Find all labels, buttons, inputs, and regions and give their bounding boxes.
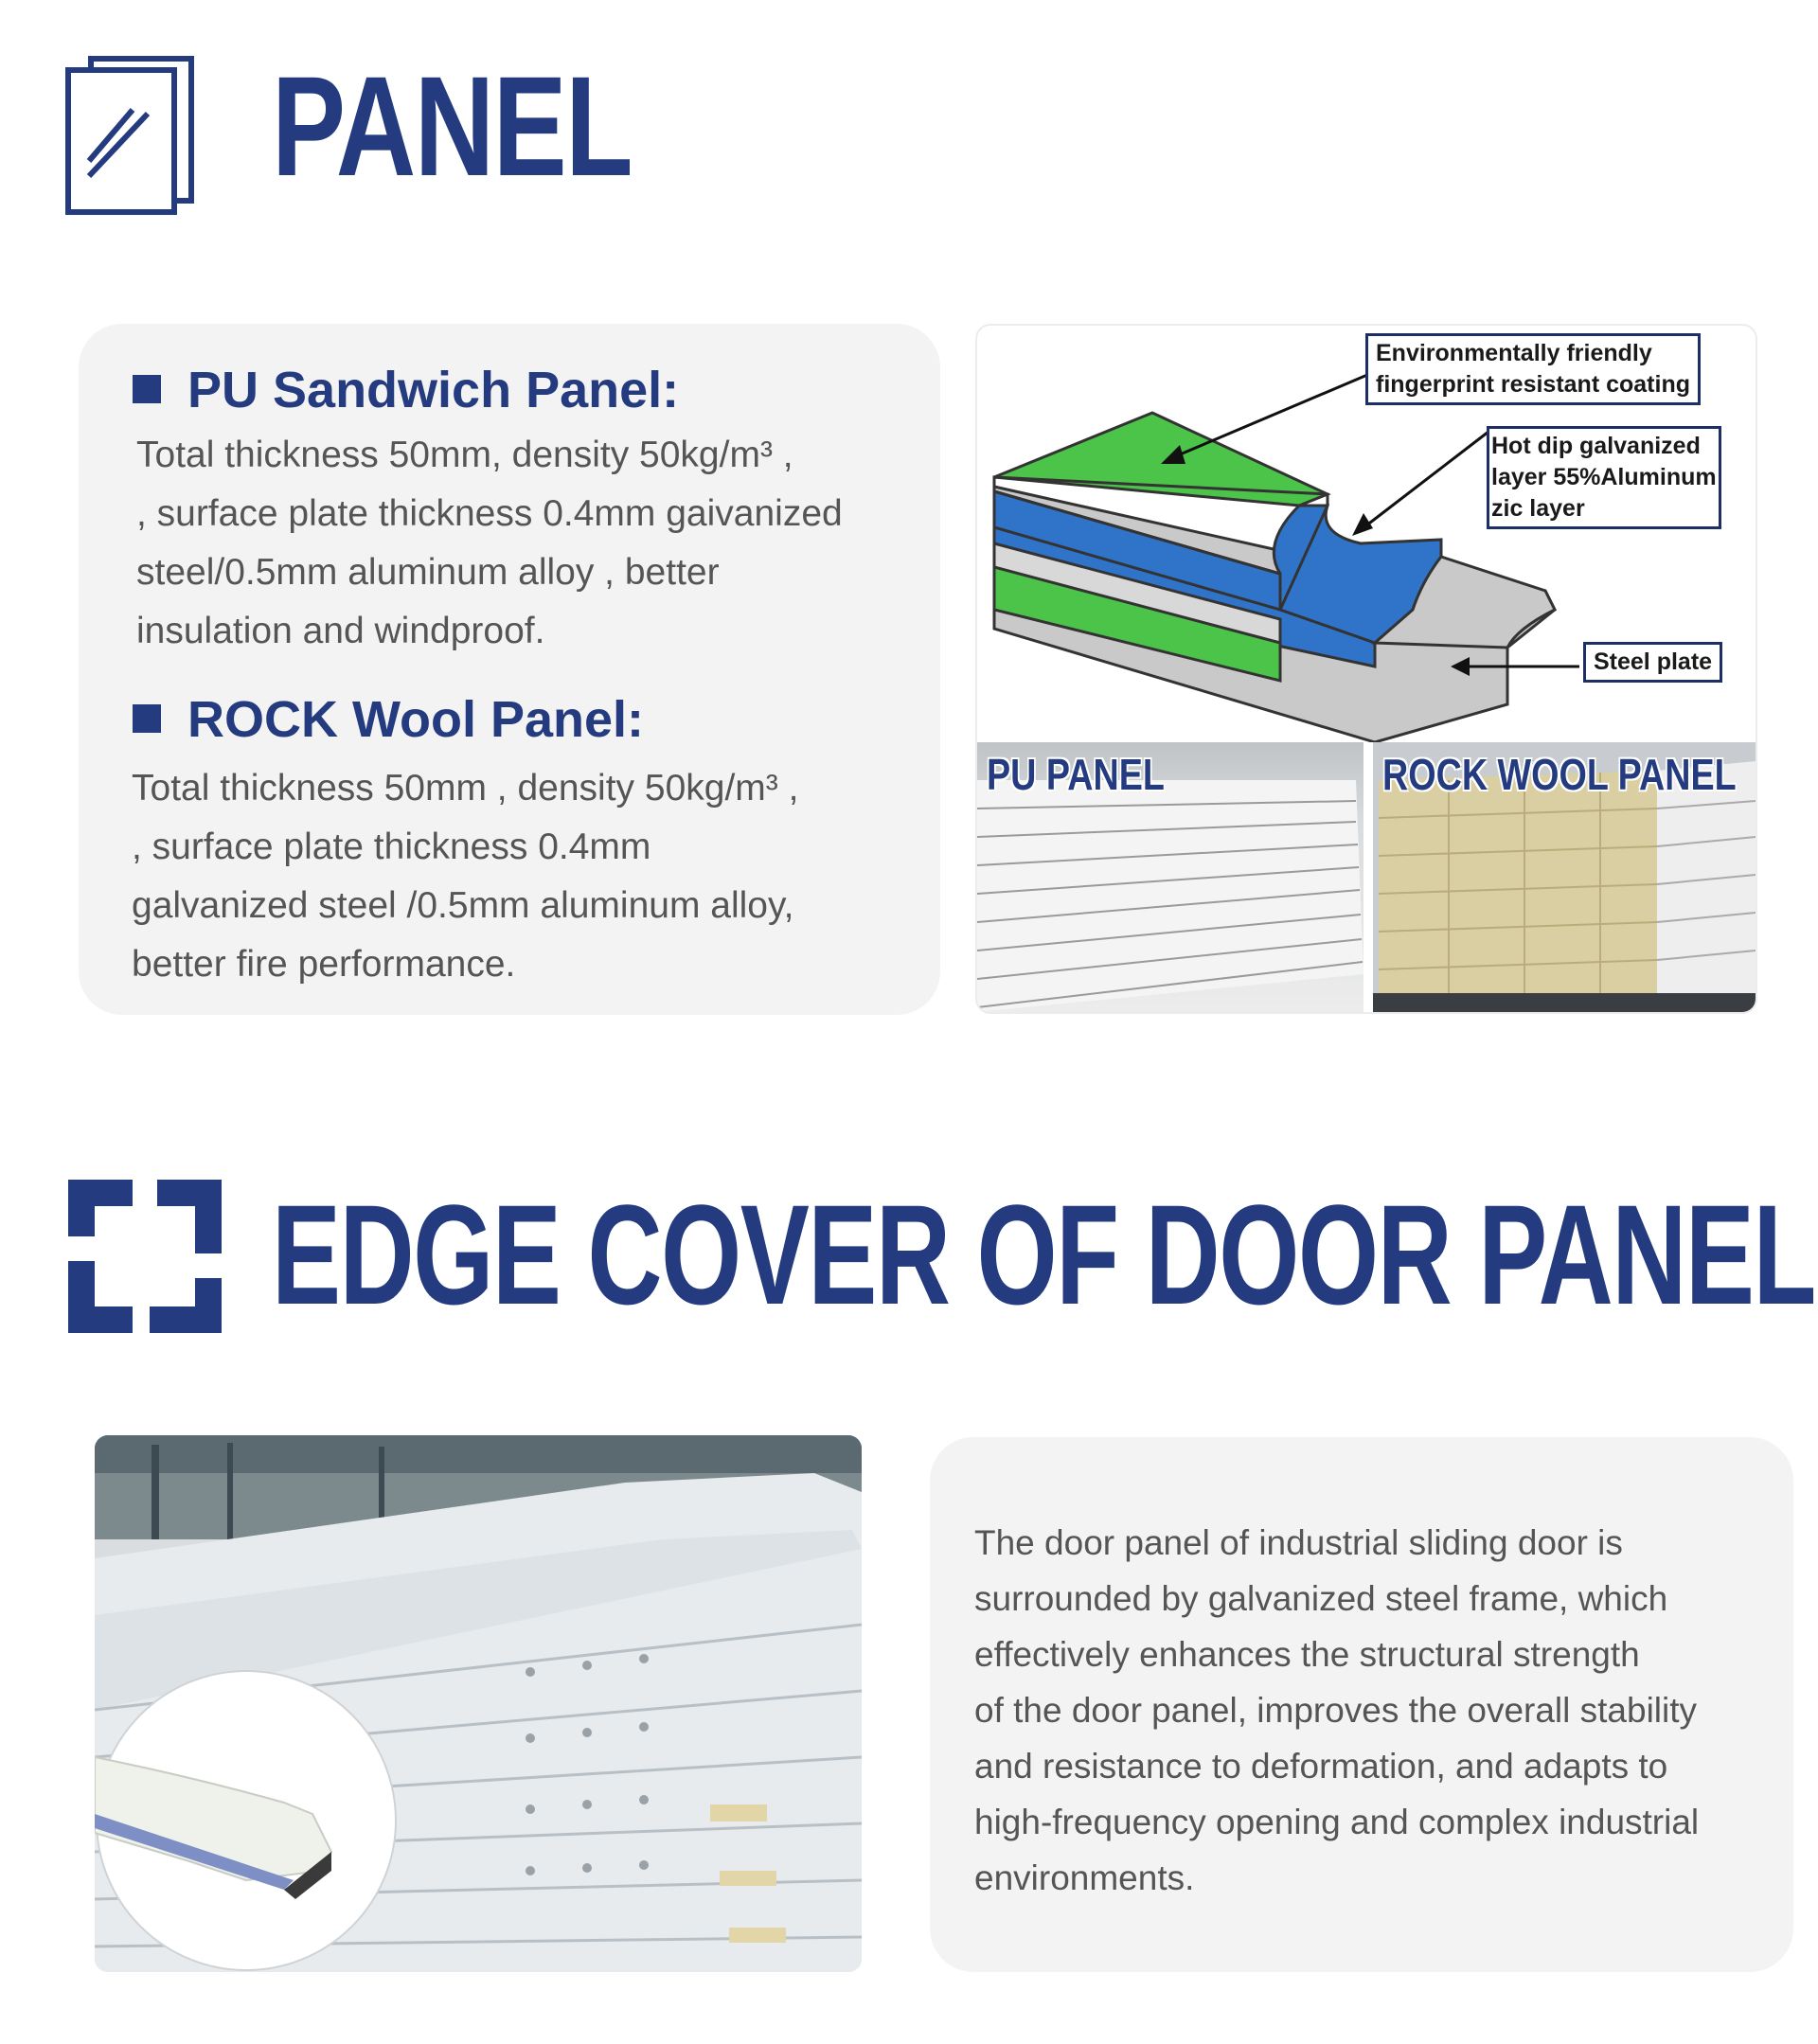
section-title-edge-cover: EDGE COVER OF DOOR PANEL — [272, 1175, 1815, 1334]
edge-line: and resistance to deformation, and adapts to — [974, 1747, 1668, 1786]
rockwool-panel-heading: ROCK Wool Panel: — [187, 691, 645, 748]
edge-line: The door panel of industrial sliding door is — [974, 1523, 1623, 1562]
rockwool-line: , surface plate thickness 0.4mm — [132, 826, 651, 867]
rockwool-panel-label: ROCK WOOL PANEL — [1382, 750, 1737, 799]
pu-line: Total thickness 50mm, density 50kg/m³ , — [136, 435, 793, 475]
edge-cover-photo — [95, 1435, 862, 1972]
callout-steel-line: Steel plate — [1594, 649, 1713, 675]
pu-panel-label: PU PANEL — [987, 750, 1165, 799]
panel-layers-diagram — [975, 324, 1757, 1014]
edge-line: surrounded by galvanized steel frame, which — [974, 1579, 1668, 1618]
document-pages-icon — [64, 55, 199, 216]
callout-coating-line: Environmentally friendly — [1376, 340, 1652, 366]
edge-line: effectively enhances the structural strength — [974, 1635, 1640, 1674]
callout-zinc-line: Hot dip galvanized — [1491, 433, 1701, 459]
callout-steel-plate — [1583, 642, 1722, 683]
callout-zinc-line: layer 55%Aluminum — [1491, 464, 1717, 490]
frame-corners-icon — [68, 1180, 222, 1333]
edge-line: high-frequency opening and complex industrial — [974, 1803, 1700, 1841]
callout-coating — [1365, 333, 1701, 405]
pu-panel-description — [136, 426, 843, 661]
rockwool-panel-photo — [1373, 742, 1756, 1012]
bullet-square — [133, 704, 161, 733]
pu-line: steel/0.5mm aluminum alloy , better — [136, 552, 720, 593]
bullet-square — [133, 375, 161, 403]
callout-coating-line: fingerprint resistant coating — [1376, 371, 1690, 398]
edge-line: of the door panel, improves the overall stability — [974, 1691, 1698, 1730]
rockwool-panel-description — [132, 759, 798, 994]
rockwool-line: Total thickness 50mm , density 50kg/m³ , — [132, 768, 799, 809]
section-title-panel: PANEL — [272, 46, 633, 205]
pu-panel-photo — [977, 742, 1364, 1012]
pu-panel-heading: PU Sandwich Panel: — [187, 362, 680, 418]
callout-zinc-line: zic layer — [1491, 495, 1585, 522]
rockwool-line: better fire performance. — [132, 944, 516, 985]
pu-line: , surface plate thickness 0.4mm gaivanized — [136, 493, 843, 534]
rockwool-line: galvanized steel /0.5mm aluminum alloy, — [132, 885, 794, 926]
pu-line: insulation and windproof. — [136, 611, 545, 651]
callout-zinc-layer — [1487, 426, 1721, 529]
edge-cover-description — [974, 1515, 1699, 1906]
edge-line: environments. — [974, 1858, 1195, 1897]
stacked-door-panels-illustration — [95, 1435, 862, 1972]
